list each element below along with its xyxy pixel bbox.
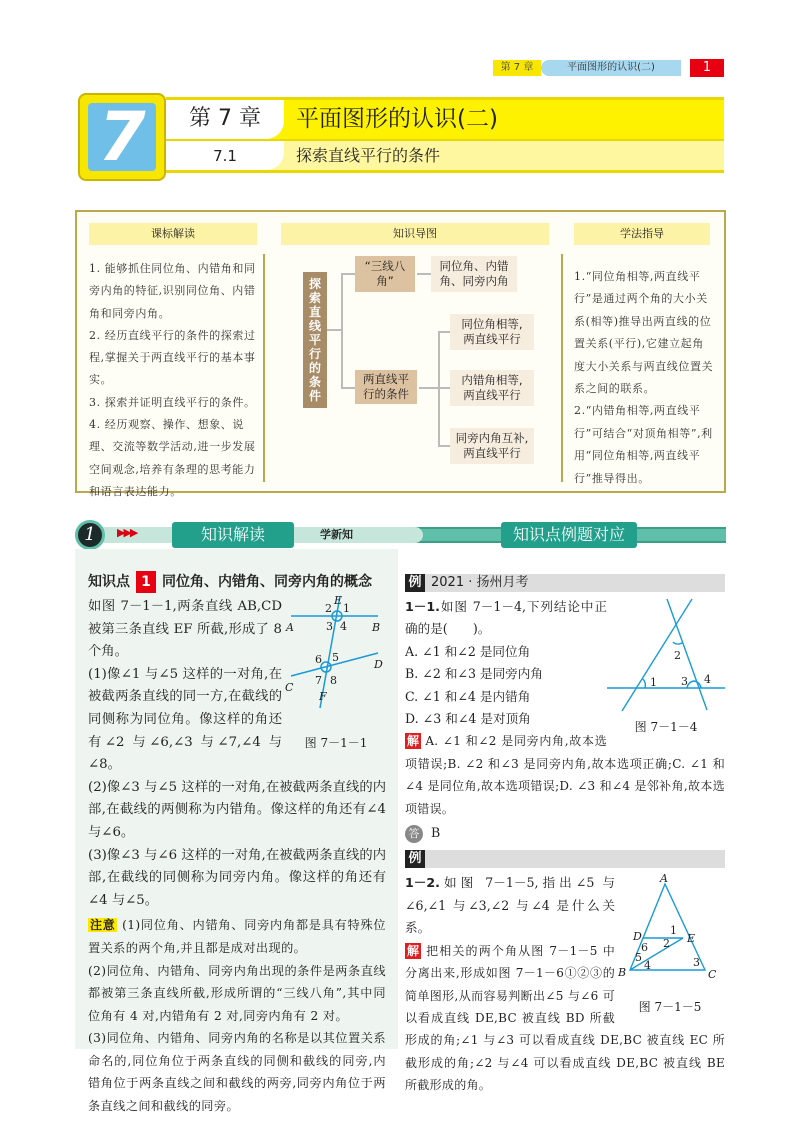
svg-text:3: 3 xyxy=(326,620,333,633)
parallel-lines-diagram xyxy=(286,596,386,732)
svg-text:D: D xyxy=(633,930,642,944)
svg-text:5: 5 xyxy=(635,951,642,965)
section-banner xyxy=(75,520,726,550)
example-tag: 例 xyxy=(405,574,425,592)
knowledge-panel xyxy=(75,549,398,1114)
svg-text:C: C xyxy=(708,968,717,982)
example-header xyxy=(405,850,725,868)
svg-text:B: B xyxy=(372,621,381,634)
svg-text:3: 3 xyxy=(693,956,700,970)
section-title: 探索直线平行的条件 xyxy=(296,146,441,165)
alternate-angles-paragraph: (2)像∠3 与∠5 这样的一对角,在被截两条直线的内部,在截线的两侧称为内错角。像这样的角还有∠4 与∠6。 xyxy=(88,779,386,840)
note-tag: 注意 xyxy=(90,918,116,933)
svg-text:3: 3 xyxy=(681,675,688,688)
summary-box xyxy=(75,210,726,498)
svg-text:B: B xyxy=(618,966,627,980)
section-number: 7.1 xyxy=(166,141,284,170)
figure-7-1-5 xyxy=(615,872,725,1022)
svg-text:2: 2 xyxy=(674,649,681,662)
example-tag: 例 xyxy=(405,850,425,868)
svg-text:1: 1 xyxy=(343,602,350,615)
option-c: C. ∠1 和∠4 是内错角 xyxy=(405,688,531,704)
question-number: 1－2. xyxy=(405,875,440,891)
figure-caption: 图 7－1－5 xyxy=(638,1000,702,1015)
svg-text:C: C xyxy=(285,681,294,694)
svg-text:1: 1 xyxy=(650,676,657,689)
col-heading-standards: 课标解读 xyxy=(89,223,257,245)
svg-text:7: 7 xyxy=(315,674,322,687)
standards-list xyxy=(89,258,259,503)
mindmap-branch-conditions: 两直线平行的条件 xyxy=(355,370,417,404)
svg-text:A: A xyxy=(660,872,668,886)
solution-tag: 解 xyxy=(407,943,420,958)
mindmap-leaf-corresponding: 同位角相等,两直线平行 xyxy=(450,314,534,350)
svg-text:E: E xyxy=(687,932,696,946)
svg-text:5: 5 xyxy=(332,651,339,664)
divider xyxy=(561,254,563,482)
question-text: 如图 7－1－5,指出∠5 与∠6,∠1 与∠3,∠2 与∠4 是什么关系。 xyxy=(405,875,615,936)
note-item: (3)同位角、内错角、同旁内角的名称是以其位置关系命名的,同位角位于两条直线的同侧和截线的同旁,内错角位于两条直线之间和截线的两旁,同旁内角位于两条直线之间和截线的同旁。 xyxy=(88,1031,386,1114)
answer-tag: 答 xyxy=(405,825,423,843)
mindmap-root: 探索直线平行的条件 xyxy=(303,272,327,408)
running-header-title: 平面图形的认识(二) xyxy=(541,60,681,76)
svg-text:A: A xyxy=(286,621,294,634)
svg-text:4: 4 xyxy=(704,673,711,686)
solution-1-1 xyxy=(405,730,725,820)
option-d: D. ∠3 和∠4 是对顶角 xyxy=(405,711,531,727)
answer-text: B xyxy=(431,825,441,841)
chapter-title-row xyxy=(166,97,724,139)
svg-text:E: E xyxy=(334,594,343,607)
option-a: A. ∠1 和∠2 是同位角 xyxy=(405,643,531,659)
section-title-row xyxy=(166,139,724,173)
example-source: 2021 · 扬州月考 xyxy=(431,575,529,590)
svg-text:2: 2 xyxy=(325,602,332,615)
col-heading-mindmap: 知识导图 xyxy=(281,223,549,245)
method-item: 2.“内错角相等,两直线平行”可结合“对顶角相等”,利用“同位角相等,两直线平行”推导得出。 xyxy=(574,404,713,485)
examples-column xyxy=(405,574,725,1097)
standards-item: 3. 探索并证明直线平行的条件。 xyxy=(89,395,256,409)
example-header xyxy=(405,574,725,592)
divider xyxy=(263,254,265,482)
answer-1-1 xyxy=(405,822,725,844)
mindmap-branch-three-lines: “三线八角” xyxy=(355,256,415,292)
solution-text: 把相关的两个角从图 7－1－5 中分离出来,形成如图 7－1－6①②③的简单图形,从而容易判断出∠5 与∠6 可以看成直线 DE,BC 被直线 BD 所截形成的角;∠1 与∠3 可以看成直线 DE,BC 被直线 EC 所截形成的角;∠2 与∠4 可以看成直线 DE,BC 被直线 BE 所截形成的角。 xyxy=(405,943,725,1093)
svg-text:1: 1 xyxy=(670,924,677,938)
note-item: (1)同位角、内错角、同旁内角都是具有特殊位置关系的两个角,并且都是成对出现的。 xyxy=(88,918,386,955)
banner-number: 1 xyxy=(75,520,105,550)
chapter-badge xyxy=(78,93,166,181)
note-item: (2)同位角、内错角、同旁内角出现的条件是两条直线都被第三条直线所截,形成所谓的“三线八角”,其中同位角有 4 对,内错角有 2 对,同旁内角有 2 对。 xyxy=(88,963,386,1023)
svg-text:4: 4 xyxy=(340,620,347,633)
mindmap-leaf-alternate: 内错角相等,两直线平行 xyxy=(450,370,534,406)
consecutive-angles-paragraph: (3)像∠3 与∠6 这样的一对角,在被截两条直线的内部,在截线的同侧称为同旁内角。像这样的角还有∠4 与∠5。 xyxy=(88,847,386,908)
banner-subtitle: 学新知 xyxy=(320,528,353,541)
figure-caption: 图 7－1－4 xyxy=(634,720,698,734)
svg-text:F: F xyxy=(319,690,327,703)
svg-text:8: 8 xyxy=(330,674,337,687)
svg-text:2: 2 xyxy=(663,937,670,951)
method-list xyxy=(574,266,714,490)
figure-7-1-4 xyxy=(607,596,725,742)
chapter-title: 平面图形的认识(二) xyxy=(296,106,498,132)
figure-caption: 图 7－1－1 xyxy=(304,736,368,750)
svg-text:6: 6 xyxy=(641,941,648,955)
standards-item: 4. 经历观察、操作、想象、说理、交流等数学活动,进一步发展空间观念,培养有条理的思考能力和语言表达能力。 xyxy=(89,418,256,498)
note-block xyxy=(88,914,386,1117)
question-number: 1－1. xyxy=(405,599,440,614)
standards-item: 1. 能够抓住同位角、内错角和同旁内角的特征,识别同位角、内错角和同旁内角。 xyxy=(89,262,256,320)
chapter-label: 第 7 章 xyxy=(166,100,284,139)
svg-text:6: 6 xyxy=(315,653,322,666)
chapter-number: 7 xyxy=(88,103,156,171)
kp-label: 知识点 xyxy=(88,574,130,590)
banner-tab-knowledge: 知识解读 xyxy=(172,522,294,548)
arrows-icon: ▶▶▶ xyxy=(117,526,137,539)
banner-tab-examples: 知识点例题对应 xyxy=(501,522,637,548)
triangle-diagram xyxy=(615,872,725,996)
question-text: 如图 7－1－4,下列结论中正确的是( )。 xyxy=(405,599,607,637)
kp-number: 1 xyxy=(136,571,156,593)
option-b: B. ∠2 和∠3 是同旁内角 xyxy=(405,666,543,682)
knowledge-point-title xyxy=(88,571,386,593)
kp-heading: 同位角、内错角、同旁内角的概念 xyxy=(162,574,372,590)
solution-tag: 解 xyxy=(407,734,420,749)
svg-text:4: 4 xyxy=(644,959,651,973)
standards-item: 2. 经历直线平行的条件的探索过程,掌握关于两直线平行的基本事实。 xyxy=(89,328,256,387)
triangle-lines-diagram xyxy=(607,596,725,716)
page-number: 1 xyxy=(690,59,724,77)
intro-paragraph: 如图 7－1－1,两条直线 AB,CD 被第三条直线 EF 所截,形成了 8 个角。 xyxy=(88,599,282,660)
figure-7-1-1 xyxy=(286,596,386,754)
solution-text: A. ∠1 和∠2 是同旁内角,故本选项错误;B. ∠2 和∠3 是同旁内角,故本选项正确;C. ∠1 和∠4 是同位角,故本选项错误;D. ∠3 和∠4 是邻补角,故本选项错误。 xyxy=(405,734,725,816)
mindmap-leaf-consecutive: 同旁内角互补,两直线平行 xyxy=(450,428,534,464)
running-header-chapter: 第 7 章 xyxy=(493,60,541,76)
svg-text:D: D xyxy=(374,658,383,671)
method-item: 1.“同位角相等,两直线平行”是通过两个角的大小关系(相等)推导出两直线的位置关系(平行),它建立起角度大小关系与两直线位置关系之间的联系。 xyxy=(574,270,714,396)
mindmap-leaf-angles: 同位角、内错角、同旁内角 xyxy=(431,256,517,292)
corresponding-angles-paragraph: (1)像∠1 与∠5 这样的一对角,在被截两条直线的同一方,在截线的同侧称为同位角。像这样的角还有∠2 与∠6,∠3 与∠7,∠4 与∠8。 xyxy=(88,666,282,773)
col-heading-method: 学法指导 xyxy=(574,223,710,245)
